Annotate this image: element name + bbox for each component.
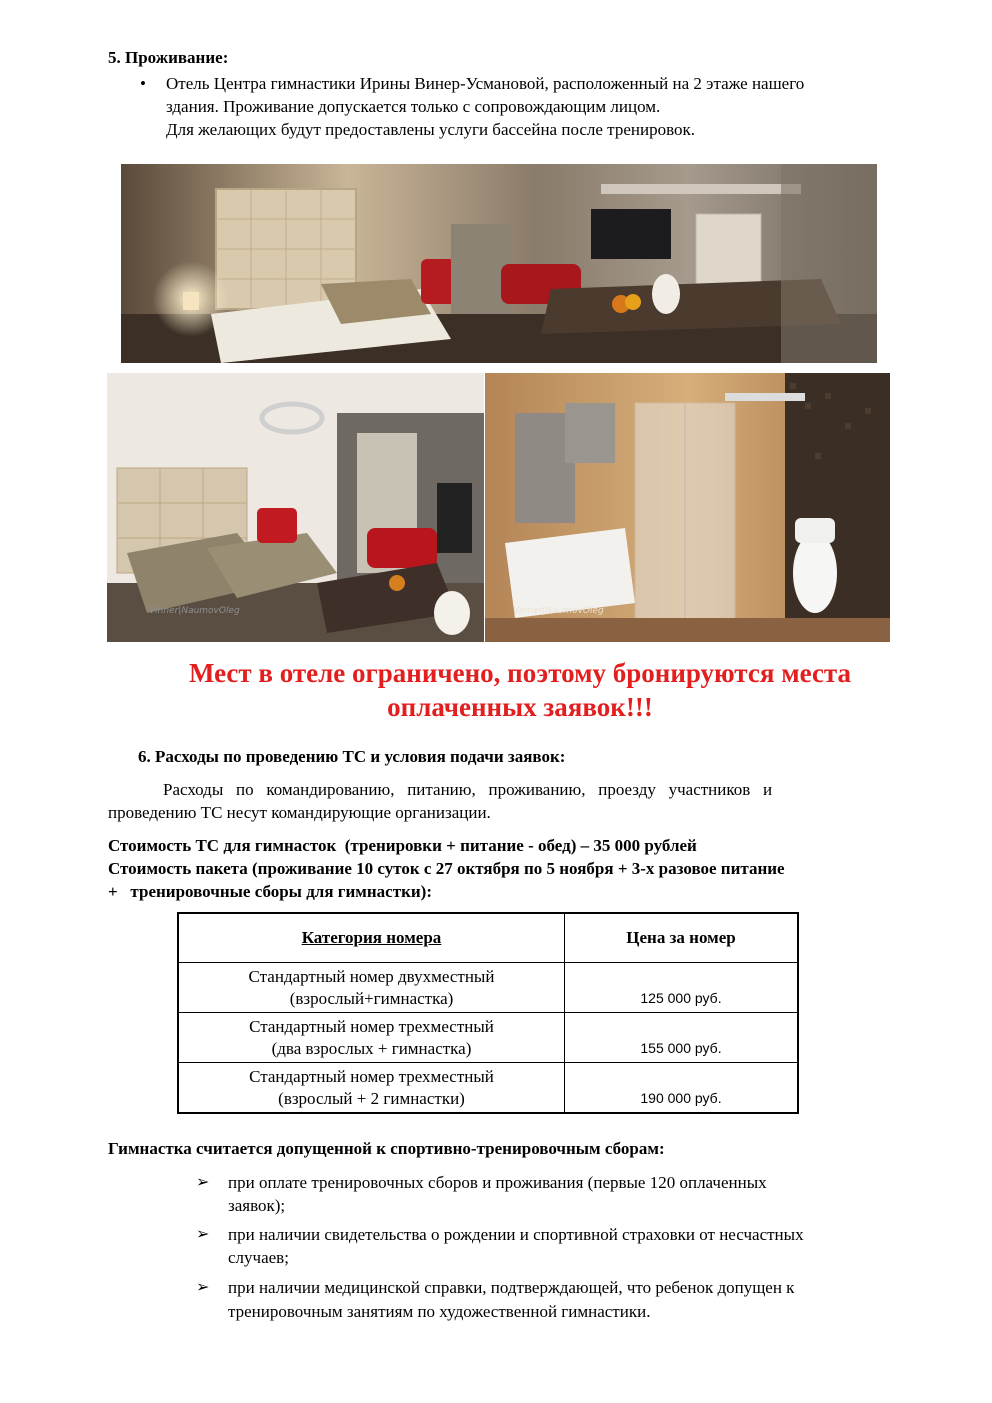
table-row [178, 963, 798, 1013]
room-price-cell: 155 000 руб. [565, 1013, 799, 1063]
room-category-name: Стандартный номер трехместный [249, 1066, 494, 1086]
column-header-category: Категория номера [178, 913, 565, 963]
table-row [178, 1063, 798, 1114]
hotel-bathroom-photo [485, 373, 890, 642]
watermark-right: Vinner|NaumovOleg [513, 606, 604, 616]
room-price-cell: 190 000 руб. [565, 1063, 799, 1114]
section-6-paragraph-line1: Расходы по командированию, питанию, проживанию, проезду участников и [163, 780, 773, 799]
hotel-bedroom-photo [107, 373, 484, 642]
admission-item-2-line2: случаев; [228, 1248, 289, 1267]
admission-item-1-line1: при оплате тренировочных сборов и проживания (первые 120 оплаченных [228, 1173, 767, 1192]
section-6-heading: 6. Расходы по проведению ТС и условия подачи заявок: [138, 747, 566, 766]
column-header-price: Цена за номер [565, 913, 799, 963]
training-cost-line: Стоимость ТС для гимнасток (тренировки + питание - обед) – 35 000 рублей [108, 836, 697, 855]
room-category-cell [178, 1063, 565, 1114]
hotel-room-panorama-photo [121, 164, 877, 363]
section-5-heading: 5. Проживание: [108, 48, 229, 67]
room-price-table [177, 912, 799, 1114]
package-cost-line2: + тренировочные сборы для гимнастки): [108, 882, 432, 901]
table-row [178, 1013, 798, 1063]
room-category-cell [178, 963, 565, 1013]
section-5-text-line2: здания. Проживание допускается только с сопровождающим лицом. [166, 97, 661, 116]
room-price-cell: 125 000 руб. [565, 963, 799, 1013]
admission-item-3-line2: тренировочным занятиям по художественной гимнастики. [228, 1302, 651, 1321]
table-header-row [178, 913, 798, 963]
room-category-occupancy: (два взрослых + гимнастка) [271, 1038, 472, 1058]
room-category-name: Стандартный номер двухместный [248, 966, 495, 986]
room-category-occupancy: (взрослый+гимнастка) [289, 988, 454, 1008]
admission-item-2-line1: при наличии свидетельства о рождении и спортивной страховки от несчастных [228, 1225, 804, 1244]
arrow-bullet-icon: ➢ [196, 1226, 210, 1243]
admission-item-1-line2: заявок); [228, 1196, 286, 1215]
section-6-paragraph-line2: проведению ТС несут командирующие организации. [108, 803, 491, 822]
hotel-limit-warning-line2: оплаченных заявок!!! [387, 692, 653, 722]
package-cost-line1: Стоимость пакета (проживание 10 суток с 27 октября по 5 ноября + 3-х разовое питание [108, 859, 785, 878]
room-category-occupancy: (взрослый + 2 гимнастки) [278, 1088, 465, 1108]
arrow-bullet-icon: ➢ [196, 1279, 210, 1296]
section-5-text-line3: Для желающих будут предоставлены услуги бассейна после тренировок. [166, 120, 695, 139]
admission-heading: Гимнастка считается допущенной к спортивно-тренировочным сборам: [108, 1139, 665, 1158]
hotel-limit-warning-line1: Мест в отеле ограничено, поэтому бронируются места [188, 658, 852, 688]
room-category-name: Стандартный номер трехместный [249, 1016, 494, 1036]
admission-item-3-line1: при наличии медицинской справки, подтверждающей, что ребенок допущен к [228, 1278, 795, 1297]
watermark-left: Vinner|NaumovOleg [149, 606, 240, 616]
room-category-cell [178, 1013, 565, 1063]
bullet-icon: • [140, 74, 146, 93]
section-5-text-line1: Отель Центра гимнастики Ирины Винер-Усмановой, расположенный на 2 этаже нашего [166, 74, 805, 93]
arrow-bullet-icon: ➢ [196, 1174, 210, 1191]
